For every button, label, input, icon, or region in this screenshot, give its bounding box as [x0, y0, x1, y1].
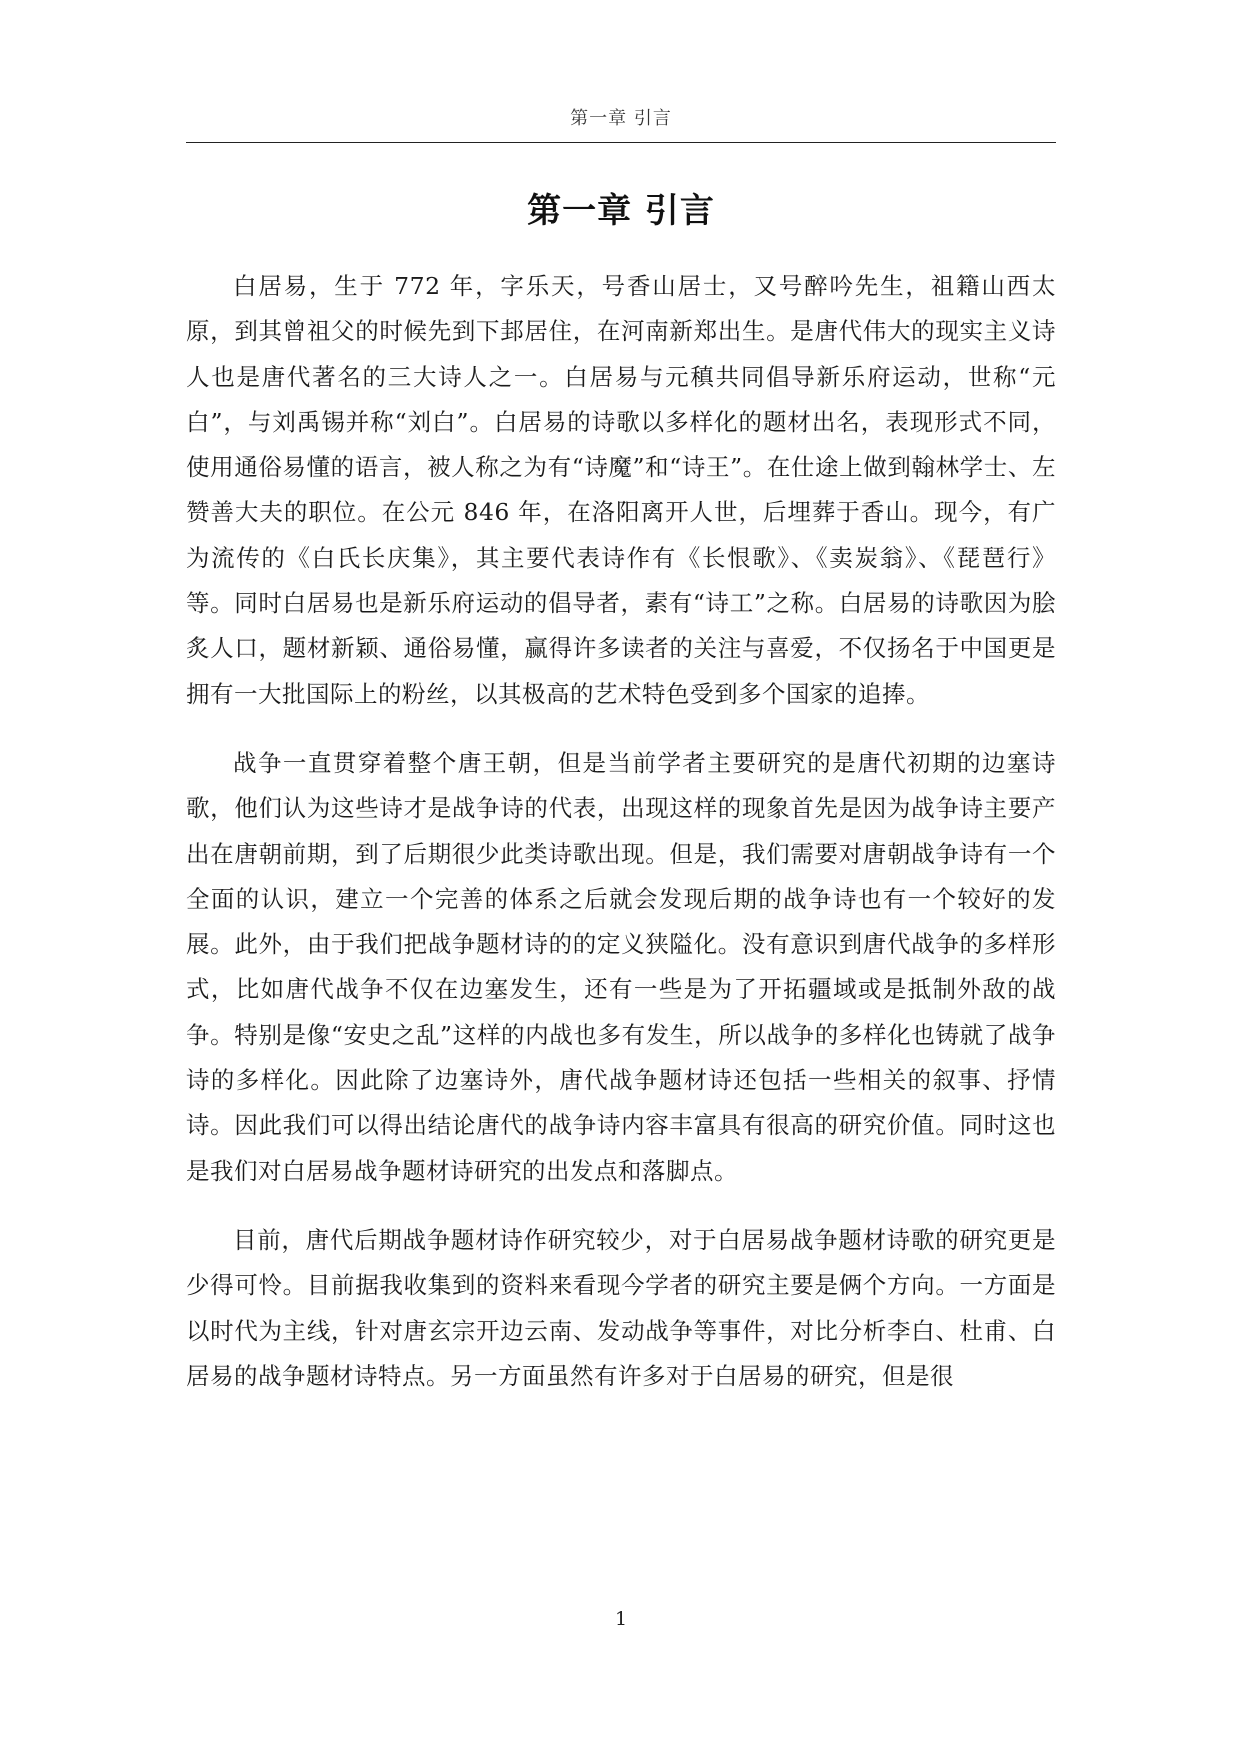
running-header: 第一章 引言 — [570, 108, 672, 129]
page-number: 1 — [614, 1608, 628, 1630]
body-text — [186, 264, 1056, 1423]
chapter-title: 第一章 引言 — [527, 191, 715, 231]
header-divider — [186, 142, 1056, 143]
paragraph-1: 白居易，生于 772 年，字乐天，号香山居士，又号醉吟先生，祖籍山西太原，到其曾祖父的时候先到下邽居住，在河南新郑出生。是唐代伟大的现实主义诗人也是唐代著名的三大诗人之一。白居易与元稹共同倡导新乐府运动，世称“元白”，与刘禹锡并称“刘白”。白居易的诗歌以多样化的题材出名，表现形式不同，使用通俗易懂的语言，被人称之为有“诗魔”和“诗王”。在仕途上做到翰林学士、左赞善大夫的职位。在公元 846 年，在洛阳离开人世，后埋葬于香山。现今，有广为流传的《白氏长庆集》，其主要代表诗作有《长恨歌》、《卖炭翁》、《琵琶行》等。同时白居易也是新乐府运动的倡导者，素有“诗工”之称。白居易的诗歌因为脍炙人口，题材新颖、通俗易懂，赢得许多读者的关注与喜爱，不仅扬名于中国更是拥有一大批国际上的粉丝，以其极高的艺术特色受到多个国家的追捧。 — [186, 272, 1056, 708]
paragraph-2: 战争一直贯穿着整个唐王朝，但是当前学者主要研究的是唐代初期的边塞诗歌，他们认为这些诗才是战争诗的代表，出现这样的现象首先是因为战争诗主要产出在唐朝前期，到了后期很少此类诗歌出现。但是，我们需要对唐朝战争诗有一个全面的认识，建立一个完善的体系之后就会发现后期的战争诗也有一个较好的发展。此外，由于我们把战争题材诗的的定义狭隘化。没有意识到唐代战争的多样形式，比如唐代战争不仅在边塞发生，还有一些是为了开拓疆域或是抵制外敌的战争。特别是像“安史之乱”这样的内战也多有发生，所以战争的多样化也铸就了战争诗的多样化。因此除了边塞诗外，唐代战争题材诗还包括一些相关的叙事、抒情诗。因此我们可以得出结论唐代的战争诗内容丰富具有很高的研究价值。同时这也是我们对白居易战争题材诗研究的出发点和落脚点。 — [186, 748, 1056, 1185]
paragraph-3: 目前，唐代后期战争题材诗作研究较少，对于白居易战争题材诗歌的研究更是少得可怜。目前据我收集到的资料来看现今学者的研究主要是俩个方向。一方面是以时代为主线，针对唐玄宗开边云南、发动战争等事件，对比分析李白、杜甫、白居易的战争题材诗特点。另一方面虽然有许多对于白居易的研究，但是很 — [186, 1225, 1056, 1390]
